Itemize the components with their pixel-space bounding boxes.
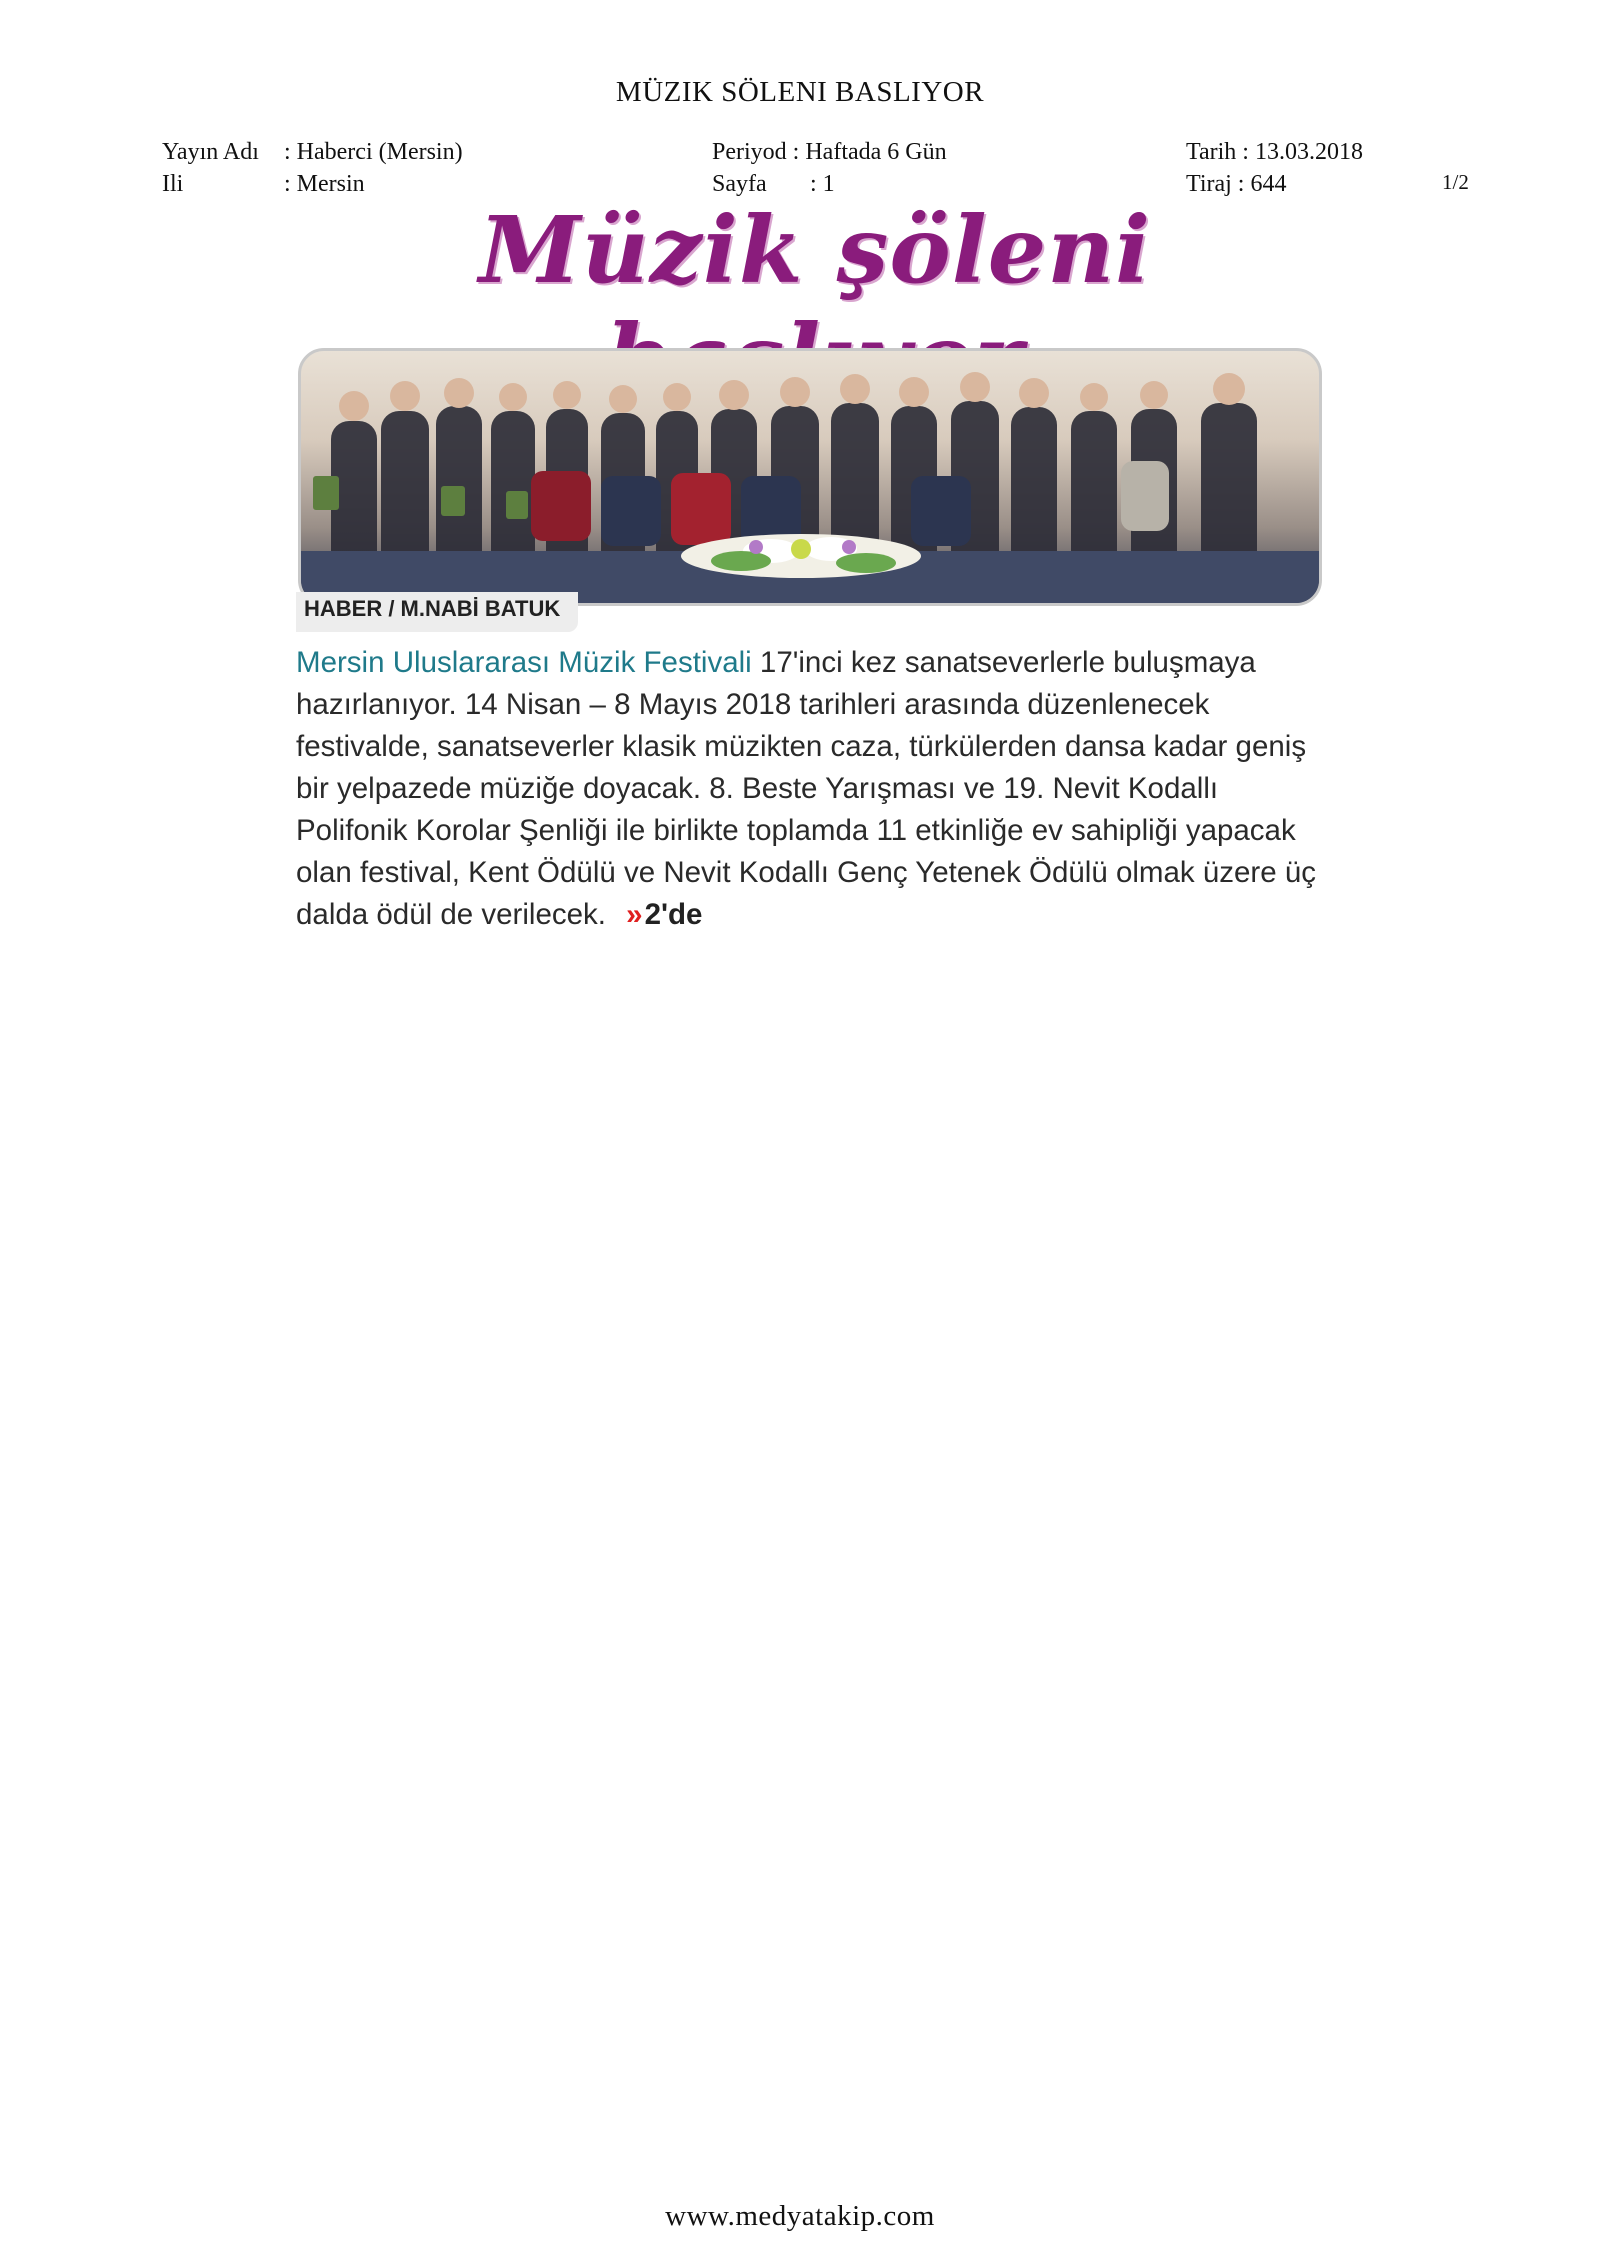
document-title: MÜZIK SÖLENI BASLIYOR bbox=[615, 76, 985, 108]
continue-arrow-icon: » bbox=[626, 898, 637, 931]
province-label: Ili bbox=[162, 171, 184, 197]
date-label: Tarih bbox=[1186, 139, 1237, 165]
article-lead: Mersin Uluslararası Müzik Festivali bbox=[296, 646, 752, 679]
page-count: 1/2 bbox=[1442, 170, 1469, 194]
meta-right-column bbox=[1186, 136, 1363, 200]
continue-label: 2'de bbox=[644, 898, 703, 931]
article-body-text: 17'inci kez sanatseverlerle buluşmaya hazırlanıyor. 14 Nisan – 8 Mayıs 2018 tarihleri arasında düzenlenecek festivalde, sanatseverler klasik müzikten caza, türkülerden dansa kadar geniş bir yelpazede müziğe doyacak. 8. Beste Yarışması ve 19. Nevit Kodallı Polifonik Korolar Şenliği ile birlikte toplamda 11 etkinliğe ev sahipliği yapacak olan festival, Kent Ödülü ve Nevit Kodallı Genç Yetenek Ödülü olmak üzere üç dalda ödül de verilecek. bbox=[296, 646, 1316, 931]
circulation-value: : 644 bbox=[1237, 171, 1287, 197]
publication-value: : Haberci (Mersin) bbox=[284, 139, 463, 165]
article-body bbox=[296, 642, 1336, 936]
article-headline: Müzik şöleni bbox=[478, 196, 1152, 304]
article-photo bbox=[298, 348, 1322, 606]
period-row bbox=[712, 136, 947, 168]
meta-left-column bbox=[162, 136, 463, 200]
publication-label: Yayın Adı bbox=[162, 139, 259, 165]
footer-url: www.medyatakip.com bbox=[665, 2200, 935, 2232]
publication-row bbox=[162, 136, 463, 168]
page-value: : 1 bbox=[810, 171, 835, 197]
circulation-label: Tiraj bbox=[1186, 171, 1232, 197]
period-value: : Haftada 6 Gün bbox=[792, 139, 947, 165]
period-label: Periyod bbox=[712, 139, 787, 165]
article-byline: HABER / M.NABİ BATUK bbox=[296, 592, 578, 632]
date-row bbox=[1186, 136, 1363, 168]
meta-middle-column bbox=[712, 136, 947, 200]
group-photo-illustration bbox=[301, 351, 1319, 603]
page-label: Sayfa bbox=[712, 171, 767, 197]
date-value: : 13.03.2018 bbox=[1242, 139, 1363, 165]
continue-marker bbox=[626, 894, 702, 936]
province-value: : Mersin bbox=[284, 171, 365, 197]
